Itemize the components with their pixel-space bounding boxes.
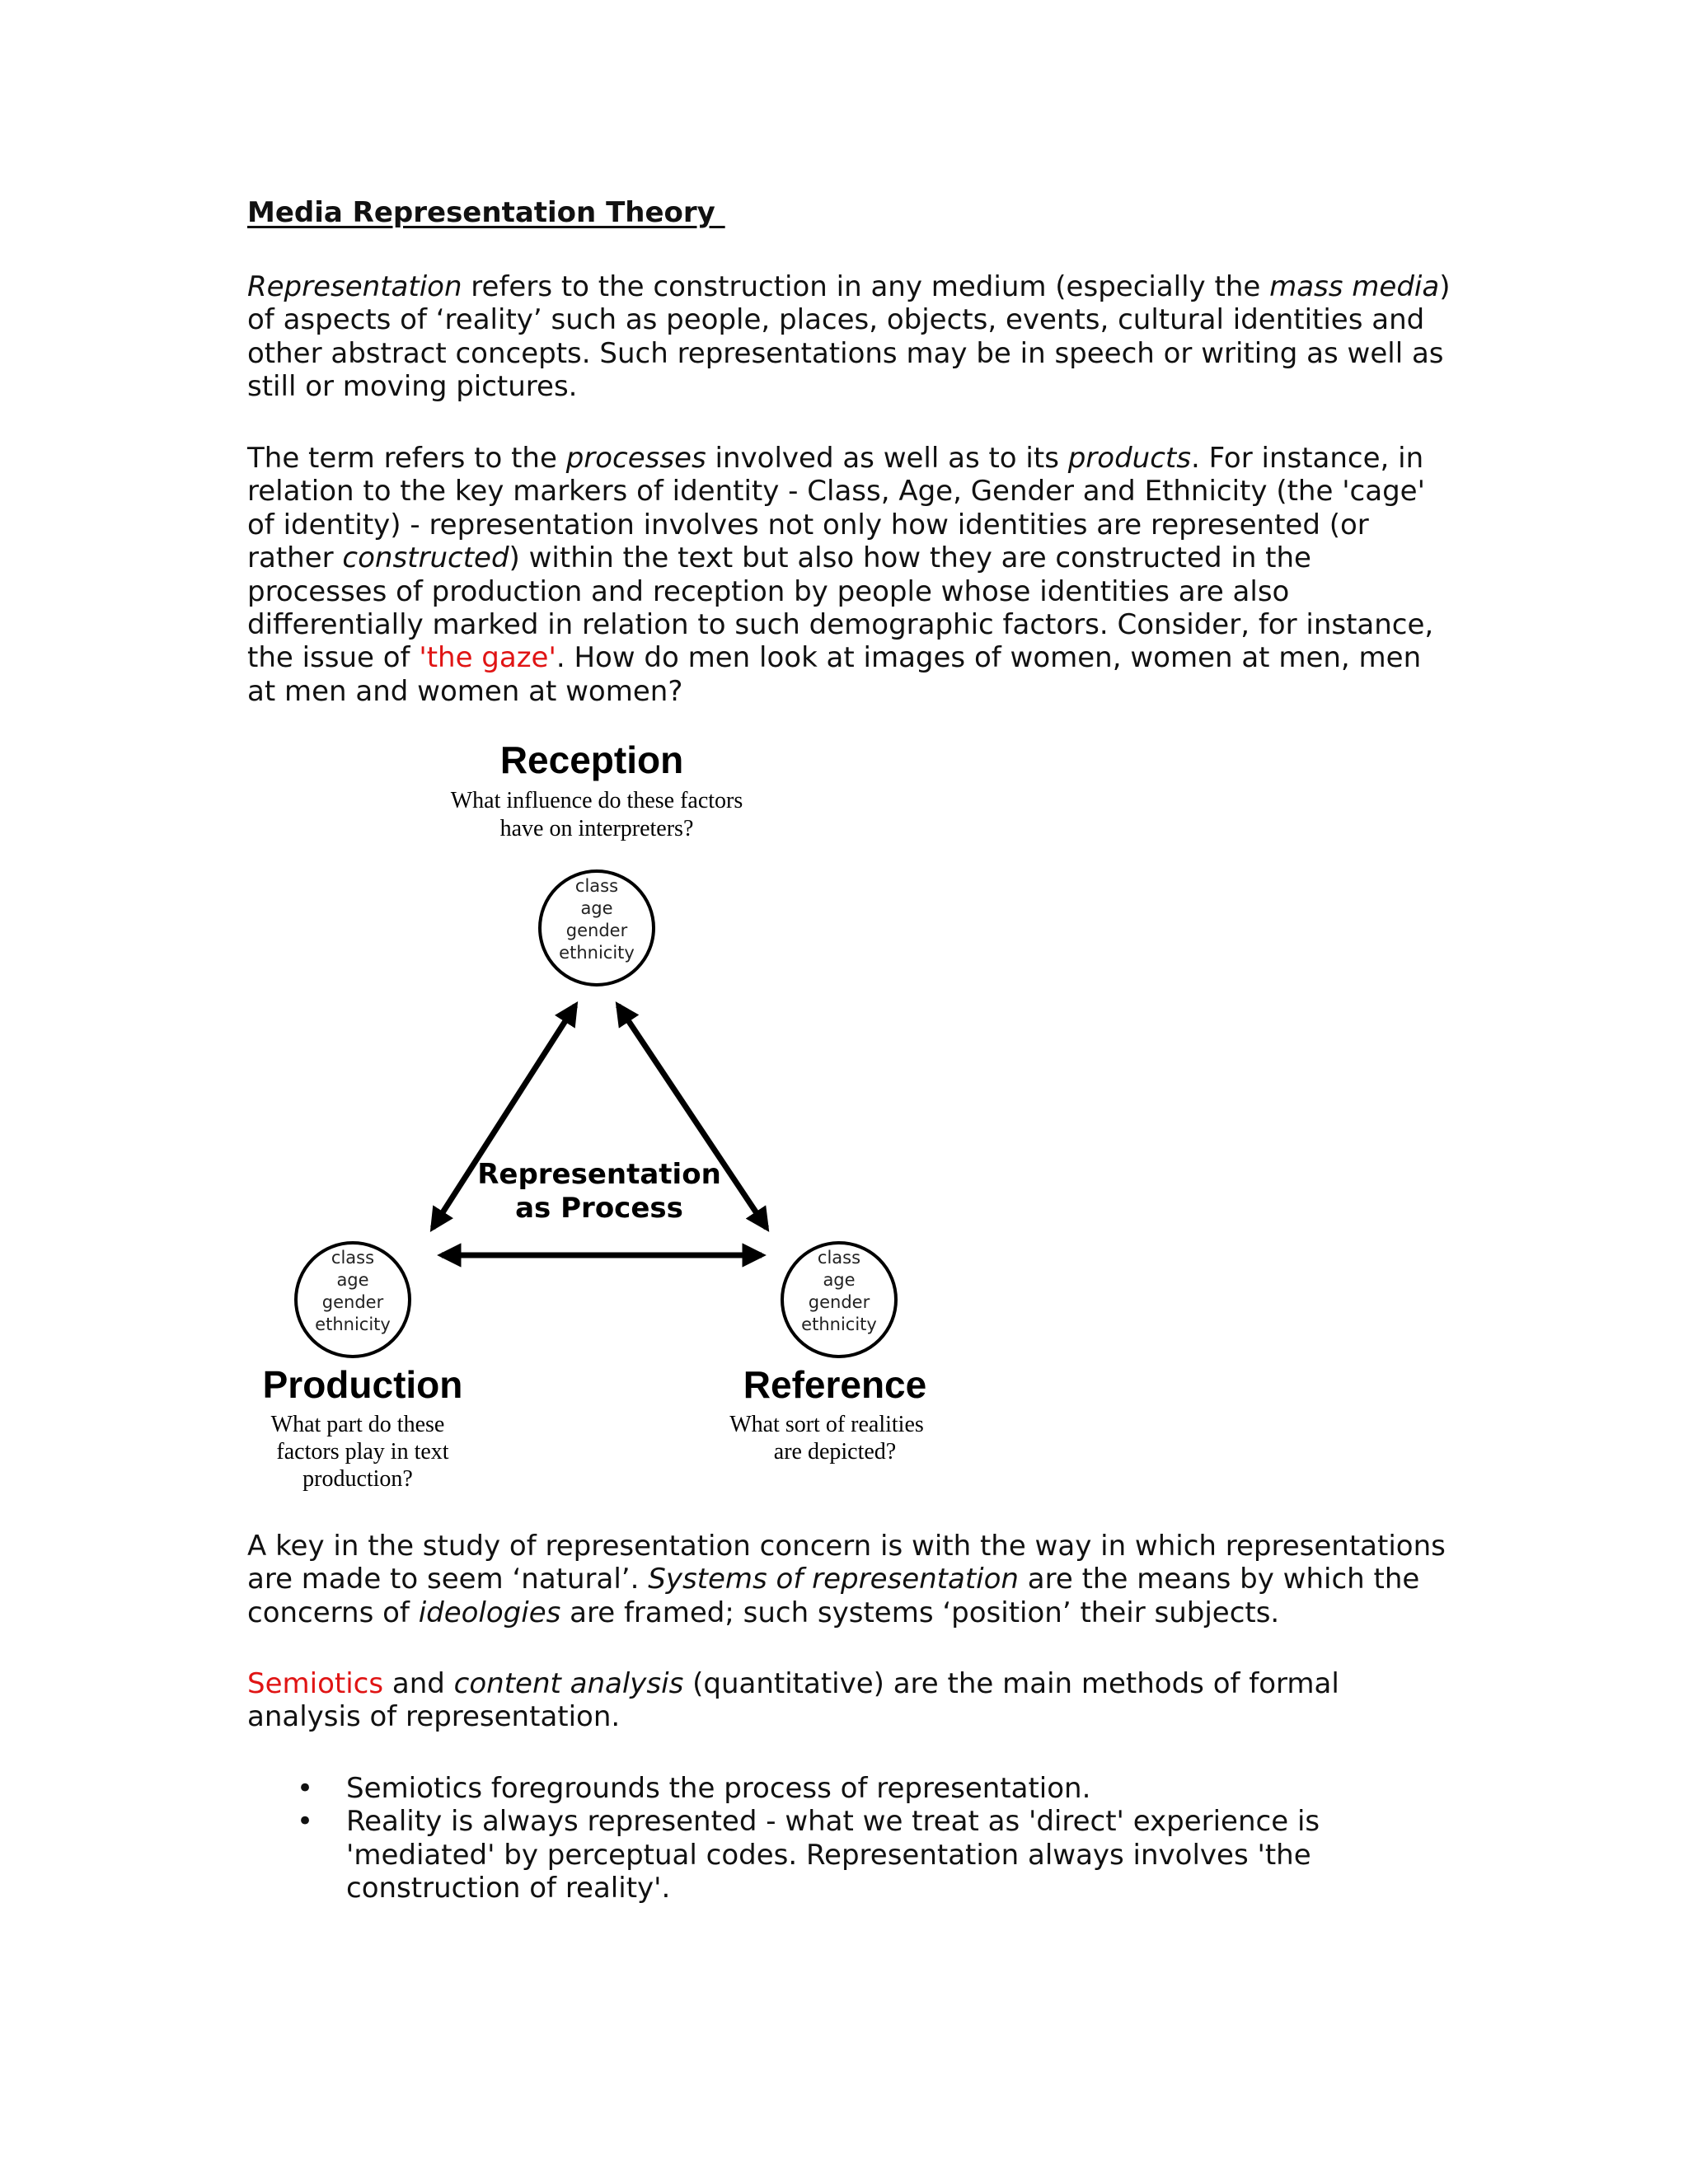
text-span: . How do men look at images of women, women at men, men [556, 641, 1422, 675]
reference-heading: Reference [743, 1363, 927, 1406]
text-span: rather [247, 541, 343, 575]
text-span: The term refers to the [247, 442, 566, 475]
text-span: ) within the text but also how they are constructed in the [509, 541, 1311, 575]
reception-factor-circle [540, 871, 654, 985]
text-span: concerns of [247, 1596, 419, 1629]
text-span: are framed; such systems ‘position’ their subjects. [560, 1596, 1280, 1629]
production-question-line: production? [302, 1466, 413, 1492]
text-line: other abstract concepts. Such representations may be in speech or writing as well as [247, 336, 1444, 370]
factor-label: class [574, 876, 619, 896]
production-heading: Production [262, 1363, 463, 1406]
diagram-center-label: as Process [515, 1192, 683, 1225]
text-span: ) [1439, 270, 1451, 303]
reception-question-line: have on interpreters? [499, 816, 694, 841]
reference-question-line: are depicted? [773, 1439, 897, 1465]
paragraph-natural [247, 1530, 1446, 1629]
paragraph-definition [247, 270, 1450, 404]
text-line: differentially marked in relation to such demographic factors. Consider, for instance, [247, 608, 1434, 642]
factor-label: gender [808, 1292, 870, 1312]
the-gaze-link[interactable]: 'the gaze' [419, 641, 556, 675]
text-line [247, 1563, 1446, 1596]
text-span: . For instance, in [1190, 442, 1424, 475]
term-ideologies: ideologies [418, 1596, 561, 1629]
text-line [247, 1596, 1446, 1629]
factor-label: age [580, 898, 613, 918]
text-line: Semiotics foregrounds the process of representation. [346, 1772, 1091, 1805]
term-systems-of-representation: Systems of representation [648, 1563, 1019, 1596]
reception-heading: Reception [499, 738, 684, 781]
text-line [247, 270, 1450, 303]
paragraph-processes [247, 442, 1433, 708]
term-constructed: constructed [342, 541, 509, 575]
reference-factor-circle [782, 1243, 896, 1357]
factor-label: gender [321, 1292, 384, 1312]
text-line: relation to the key markers of identity - Class, Age, Gender and Ethnicity (the 'cage' [247, 475, 1425, 509]
term-mass-media: mass media [1269, 270, 1440, 303]
text-span: the issue of [247, 641, 420, 675]
factor-label: ethnicity [801, 1315, 877, 1334]
term-processes: processes [565, 442, 706, 475]
text-line: analysis of representation. [247, 1700, 621, 1734]
list-item [247, 1772, 1320, 1805]
text-line [247, 541, 1433, 574]
text-line: Reality is always represented - what we treat as 'direct' experience is [346, 1805, 1320, 1839]
bullet-icon: • [297, 1772, 314, 1805]
list-item [247, 1805, 1320, 1905]
term-representation: Representation [247, 270, 462, 303]
text-line [247, 442, 1433, 475]
text-line [247, 1667, 1339, 1700]
semiotics-link[interactable]: Semiotics [247, 1667, 384, 1700]
text-line: of identity) - representation involves not only how identities are represented (or [247, 508, 1369, 541]
text-span: and [383, 1667, 454, 1700]
text-line: construction of reality'. [346, 1872, 671, 1905]
text-span: are made to seem ‘natural’. [247, 1563, 649, 1596]
bullet-icon: • [297, 1805, 314, 1839]
factor-label: ethnicity [315, 1315, 391, 1334]
text-span: involved as well as to its [706, 442, 1068, 475]
reference-question-line: What sort of realities [729, 1412, 924, 1437]
factor-label: class [817, 1248, 861, 1268]
factor-label: class [331, 1248, 375, 1268]
text-line: 'mediated' by perceptual codes. Representation always involves 'the [346, 1838, 1311, 1872]
factor-label: gender [565, 921, 628, 940]
diagram-center-label: Representation [477, 1158, 721, 1191]
text-span: refers to the construction in any medium (especially the [462, 270, 1270, 303]
text-span: (quantitative) are the main methods of formal [683, 1667, 1339, 1700]
term-products: products [1067, 442, 1191, 475]
production-factor-circle [296, 1243, 410, 1357]
page-title: Media Representation Theory [247, 196, 725, 229]
text-line: A key in the study of representation concern is with the way in which representations [247, 1530, 1446, 1563]
bullet-list [247, 1772, 1320, 1905]
text-line: at men and women at women? [247, 674, 683, 708]
production-question-line: factors play in text [276, 1439, 449, 1465]
factor-label: ethnicity [559, 943, 635, 963]
factor-label: age [336, 1270, 369, 1290]
representation-process-diagram [247, 733, 940, 1492]
text-line: of aspects of ‘reality’ such as people, places, objects, events, cultural identities and [247, 303, 1425, 337]
paragraph-methods [247, 1667, 1339, 1734]
text-line: processes of production and reception by people whose identities are also [247, 574, 1290, 608]
text-line [247, 641, 1433, 674]
factor-label: age [823, 1270, 856, 1290]
reception-question-line: What influence do these factors [450, 788, 743, 813]
text-line: still or moving pictures. [247, 370, 578, 404]
text-span: are the means by which the [1018, 1563, 1420, 1596]
term-content-analysis: content analysis [453, 1667, 684, 1700]
production-question-line: What part do these [270, 1412, 445, 1437]
